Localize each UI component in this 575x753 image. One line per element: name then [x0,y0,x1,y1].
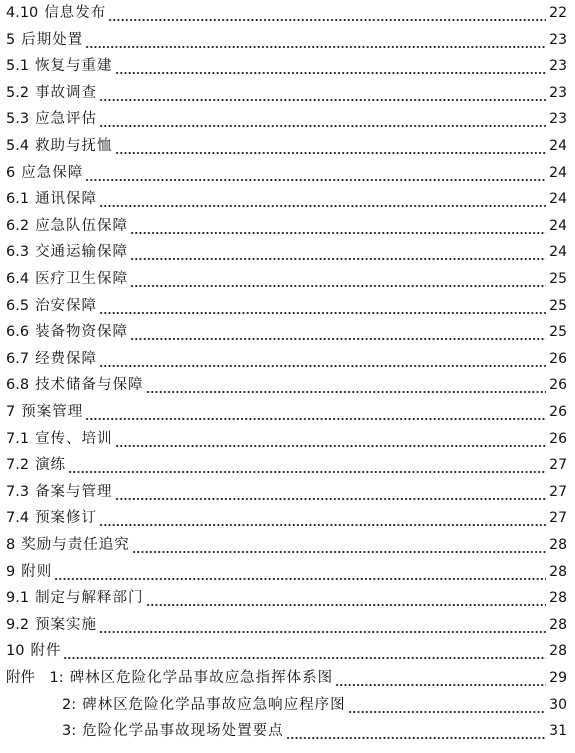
toc-entry[interactable] [6,106,567,128]
toc-entry[interactable] [6,452,567,474]
toc-entry-number: 2: [62,696,77,713]
toc-entry-number: 7.4 [6,510,30,527]
toc-entry-number: 9.1 [6,590,30,607]
toc-entry-number: 6 [6,164,16,181]
toc-entry-page: 26 [549,404,567,420]
toc-entry[interactable] [6,213,567,235]
toc-entry[interactable] [6,346,567,368]
toc-entry-title: 奖励与责任追究 [21,537,130,553]
toc-entry-page: 25 [549,271,567,287]
toc-entry[interactable] [6,585,567,607]
toc-entry-number: 8 [6,537,16,553]
toc-entry-title: 技术储备与保障 [35,377,144,394]
toc-entry-number: 5.1 [6,58,30,75]
toc-entry-page: 27 [549,457,567,474]
toc-entry-title: 制定与解释部门 [35,590,144,607]
toc-entry-page: 28 [549,537,567,553]
toc-entry-page: 22 [549,5,567,21]
toc-entry-page: 24 [549,191,567,208]
toc-entry-title: 应急保障 [21,164,84,181]
toc-entry-number: 6.7 [6,350,30,367]
toc-entry-page: 26 [549,377,567,394]
toc-entry-title: 附则 [21,563,53,580]
toc-dot-leader [130,217,546,235]
toc-entry-page: 23 [549,58,567,75]
toc-entry-title: 装备物资保障 [35,324,129,341]
toc-entry-title: 预案管理 [21,404,84,420]
toc-entry[interactable] [6,612,567,634]
toc-entry-title: 通讯保障 [35,191,98,208]
toc-entry[interactable] [6,399,567,421]
toc-entry-page: 30 [549,696,567,713]
toc-entry[interactable] [6,638,567,660]
toc-entry-title: 救助与抚恤 [35,138,113,154]
toc-entry-number: 5.2 [6,84,30,101]
toc-entry[interactable] [6,80,567,102]
toc-entry-number: 6.6 [6,324,30,341]
toc-entry[interactable] [6,319,567,341]
toc-dot-leader [115,483,547,501]
toc-entry-number: 6.2 [6,217,30,234]
toc-dot-leader [99,509,546,527]
toc-entry-number: 7.3 [6,483,30,500]
toc-entry-title: 后期处置 [21,31,84,48]
toc-entry-number: 5.3 [6,111,30,128]
toc-dot-leader [63,642,546,660]
toc-entry-page: 25 [549,297,567,314]
toc-entry-page: 27 [549,510,567,527]
toc-entry-page: 29 [549,670,567,686]
toc-entry[interactable] [6,426,567,448]
toc-entry-number: 7 [6,404,16,420]
toc-entry-page: 24 [549,164,567,181]
toc-entry-number: 5 [6,31,16,48]
toc-entry-title: 恢复与重建 [35,58,113,75]
toc-entry-number: 6.1 [6,191,30,208]
toc-entry-page: 28 [549,590,567,607]
toc-entry[interactable] [62,718,567,740]
toc-entry[interactable] [6,479,567,501]
toc-entry-number: 6.3 [6,244,30,261]
toc-entry-title: 医疗卫生保障 [35,271,129,287]
toc-entry[interactable] [6,186,567,208]
toc-entry-page: 26 [549,350,567,367]
toc-entry[interactable] [6,559,567,581]
toc-entry-title: 应急评估 [35,111,98,128]
toc-dot-leader [99,110,546,128]
toc-entry-title: 备案与管理 [35,483,113,500]
toc-entry-page: 23 [549,111,567,128]
toc-entry[interactable] [6,505,567,527]
toc-dot-leader [85,164,546,182]
toc-entry-title: 交通运输保障 [35,244,129,261]
toc-dot-leader [99,297,546,315]
toc-entry[interactable] [6,160,567,182]
toc-dot-leader [130,243,546,261]
toc-dot-leader [130,323,546,341]
toc-dot-leader [85,31,546,49]
toc-entry-title: 预案修订 [35,510,98,527]
toc-dot-leader [146,376,547,394]
toc-entry-number: 7.2 [6,457,30,474]
toc-entry-title: 附件 [30,643,62,660]
toc-dot-leader [54,563,546,581]
toc-entry-page: 28 [549,616,567,633]
toc-entry-number: 7.1 [6,430,30,447]
toc-dot-leader [348,696,547,714]
toc-dot-leader [85,403,546,421]
toc-dot-leader [286,722,547,740]
toc-dot-leader [99,350,546,368]
toc-dot-leader [99,84,546,102]
toc-entry[interactable] [6,266,567,288]
toc-entry-title: 碑林区危险化学品事故应急指挥体系图 [69,670,334,686]
toc-entry[interactable] [6,239,567,261]
toc-entry-page: 24 [549,217,567,234]
toc-dot-leader [115,57,547,75]
toc-dot-leader [115,137,547,155]
toc-entry-page: 27 [549,483,567,500]
toc-dot-leader [68,456,546,474]
toc-entry[interactable] [6,293,567,315]
toc-entry[interactable] [6,27,567,49]
toc-entry-title: 信息发布 [44,5,107,21]
toc-entry[interactable] [6,133,567,155]
toc-entry-title: 治安保障 [35,297,98,314]
toc-entry-number: 6.4 [6,271,30,287]
toc-entry-page: 28 [549,643,567,660]
toc-dot-leader [132,536,546,554]
toc-entry-page: 25 [549,324,567,341]
toc-entry-title: 应急队伍保障 [35,217,129,234]
toc-entry-number: 附件 1: [6,670,64,686]
toc-entry[interactable] [6,53,567,75]
toc-entry-page: 31 [549,723,567,740]
toc-entry-number: 10 [6,643,25,660]
toc-entry-page: 24 [549,244,567,261]
toc-entry-number: 6.5 [6,297,30,314]
toc-dot-leader [99,190,546,208]
toc-entry[interactable] [6,665,567,687]
toc-dot-leader [99,616,546,634]
toc-entry-title: 宣传、培训 [35,430,113,447]
toc-entry-title: 经费保障 [35,350,98,367]
toc-dot-leader [130,270,546,288]
toc-entry[interactable] [6,0,567,22]
toc-entry-page: 23 [549,84,567,101]
toc-entry-number: 9 [6,563,16,580]
toc-entry-title: 危险化学品事故现场处置要点 [82,723,284,740]
toc-entry-number: 9.2 [6,616,30,633]
toc-entry[interactable] [62,692,567,714]
toc-dot-leader [108,4,546,22]
toc-entry-title: 预案实施 [35,616,98,633]
toc-entry-title: 演练 [35,457,67,474]
toc-dot-leader [115,430,547,448]
toc-entry-number: 5.4 [6,138,30,154]
toc-entry-page: 28 [549,563,567,580]
toc-entry-number: 3: [62,723,77,740]
toc-entry-page: 23 [549,31,567,48]
toc-entry-number: 4.10 [6,5,39,21]
toc-entry[interactable] [6,532,567,554]
toc-entry-number: 6.8 [6,377,30,394]
toc-entry-title: 碑林区危险化学品事故应急响应程序图 [82,696,346,713]
toc-dot-leader [335,669,546,687]
toc-entry-title: 事故调查 [35,84,98,101]
toc-entry[interactable] [6,372,567,394]
toc-entry-page: 24 [549,138,567,154]
toc-entry-page: 26 [549,430,567,447]
toc-dot-leader [146,589,547,607]
